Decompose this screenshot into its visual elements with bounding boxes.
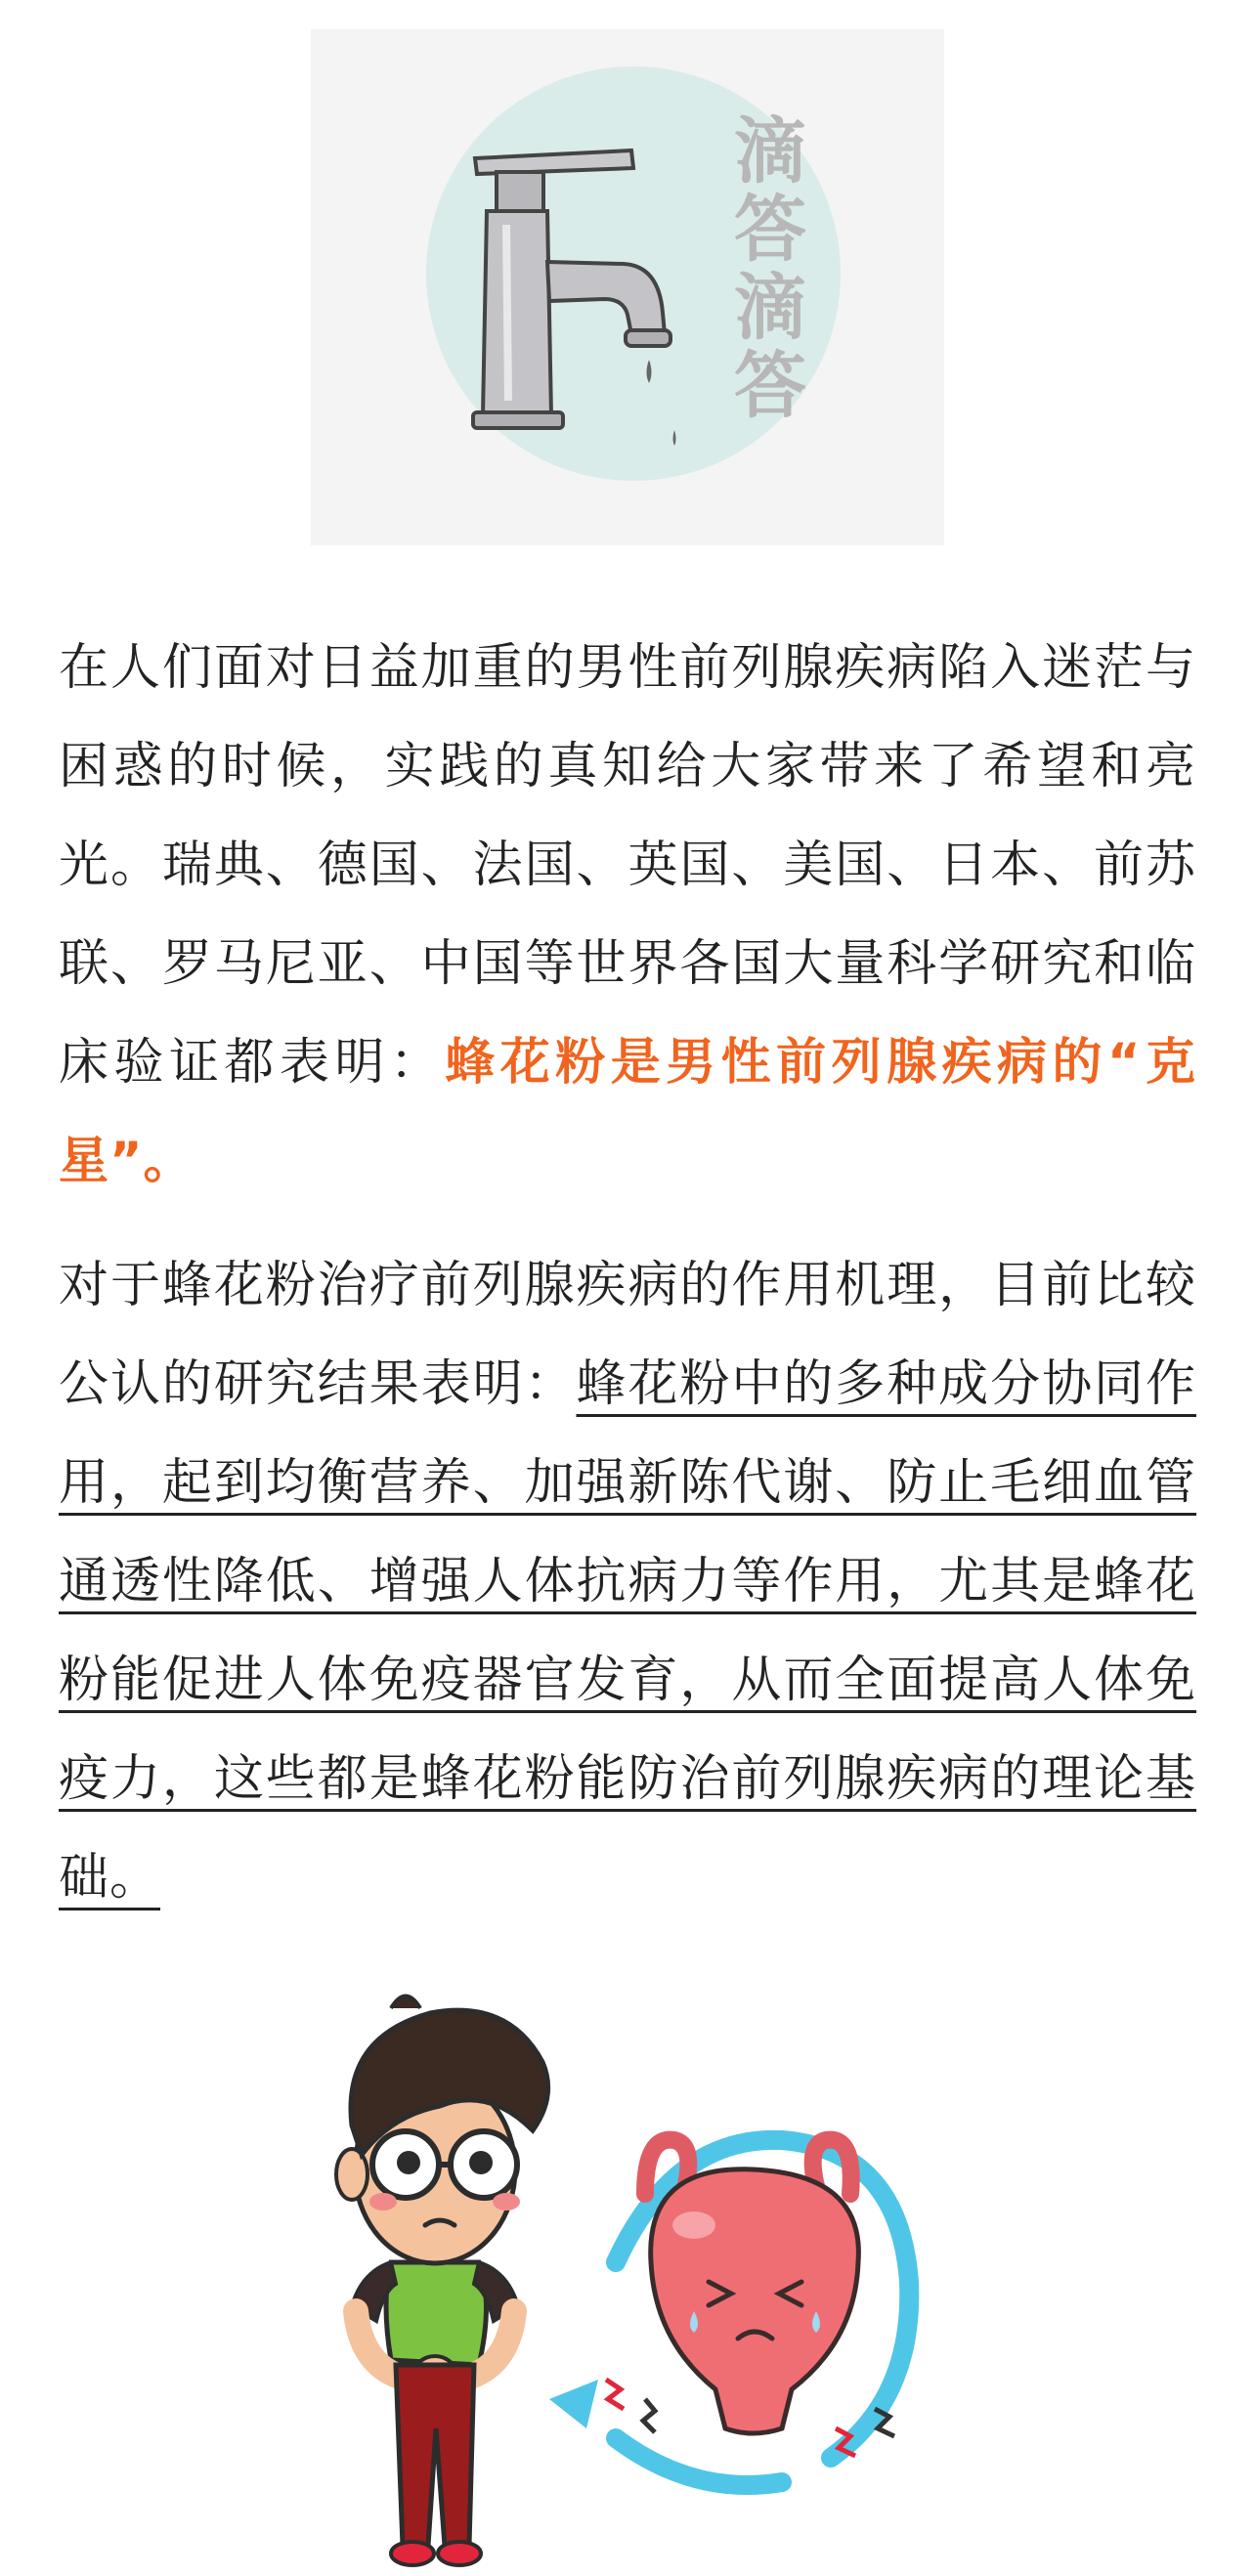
ring-arrow: [549, 2380, 598, 2428]
boy-shirt: [386, 2262, 487, 2365]
paragraph-2-text: 对于蜂花粉治疗前列腺疾病的作用机理，目前比较公认的研究结果表明：: [59, 1257, 1196, 1413]
ring-arc: [616, 2438, 782, 2485]
vertical-char: 答: [734, 188, 806, 272]
paragraph-1-highlight: 蜂花粉是男性前列腺疾病的“克星”。: [59, 1034, 1196, 1190]
prostate-organ: [651, 2169, 859, 2433]
faucet-base: [473, 412, 563, 428]
faucet-image: [311, 29, 944, 545]
boy-image: [323, 1969, 929, 2576]
faucet-body: [483, 211, 551, 415]
faucet-handle-base: [497, 172, 543, 211]
vertical-char: 滴: [734, 109, 806, 193]
paragraph-2: [59, 1236, 1196, 1927]
paragraph-1-text: 在人们面对日益加重的男性前列腺疾病陷入迷茫与困惑的时候，实践的真知给大家带来了希望和亮光。瑞典、德国、法国、英国、美国、日本、前苏联、罗马尼亚、中国等世界各国大量科学研究和临床验证都表明：: [59, 639, 1196, 1092]
faucet-dripping-icon: [311, 29, 944, 545]
boy-pants: [396, 2365, 474, 2546]
paragraph-1: [59, 619, 1196, 1211]
faucet-nozzle: [626, 330, 671, 346]
vertical-char: 滴: [734, 266, 806, 350]
boy-with-prostate-cartoon-icon: [323, 1969, 929, 2576]
paragraph-2-underlined: 蜂花粉中的多种成分协同作用，起到均衡营养、加强新陈代谢、防止毛细血管通透性降低、增强人体抗病力等作用，尤其是蜂花粉能促进人体免疫器官发育，从而全面提高人体免疫力，这些都是蜂花粉能防治前列腺疾病的理论基础。: [59, 1355, 1196, 1907]
vertical-char: 答: [734, 344, 806, 428]
